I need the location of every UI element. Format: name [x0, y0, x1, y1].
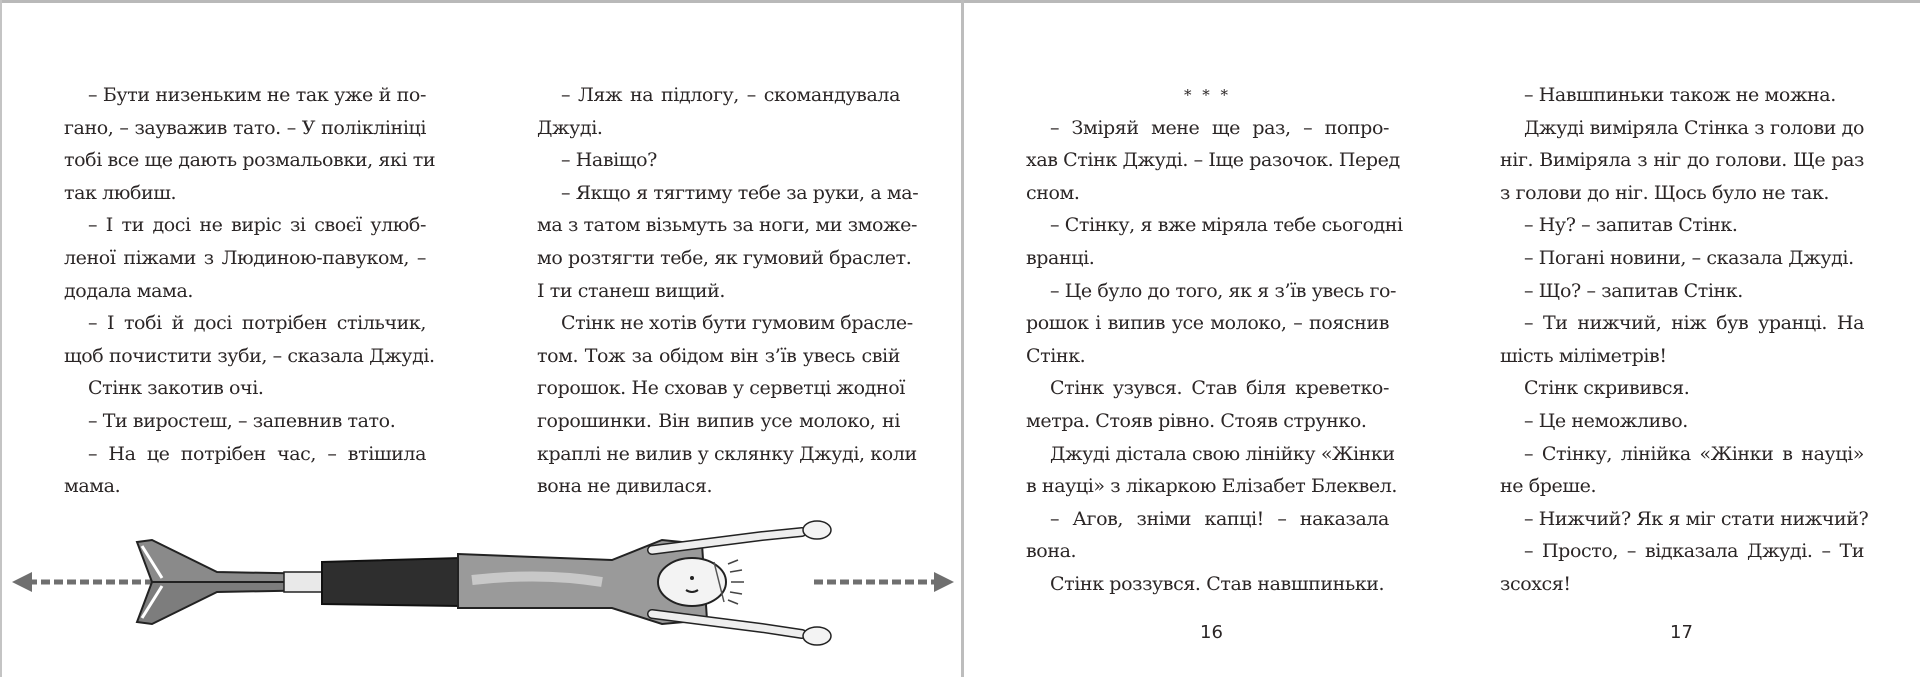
text-line: не бреше. — [1500, 475, 1597, 498]
text-line: з голови до ніг. Щось було не так. — [1500, 181, 1830, 204]
text-line: – Ляж на підлогу, – скомандувала — [561, 84, 900, 106]
text-line: – Просто, – відказала Джуді. – Ти — [1524, 540, 1864, 563]
page-number-17: 17 — [1670, 622, 1693, 643]
text-line: – На це потрібен час, – втішила — [88, 442, 426, 465]
text-line: так любиш. — [64, 181, 177, 204]
text-column-3 — [1026, 79, 1403, 601]
text-line: Стінк узувся. Став біля креветко- — [1050, 377, 1389, 400]
text-line: – І ти досі не виріс зі своєї улюб- — [88, 214, 426, 237]
text-line: мо розтягти тебе, як гумовий браслет. — [537, 246, 912, 269]
page-number-16: 16 — [1200, 622, 1223, 643]
text-line: горошинки. Він випив усе молоко, ні — [537, 409, 900, 432]
text-line: – Бути низеньким не так уже й по- — [88, 84, 426, 106]
text-line: краплі не вилив у склянку Джуді, коли — [537, 442, 917, 465]
text-line: вона не дивилася. — [537, 475, 713, 498]
column-3-lines — [1026, 112, 1403, 601]
text-line: вона. — [1026, 540, 1077, 563]
arrow-left-icon — [12, 572, 152, 592]
text-line: рошок і випив усе молоко, – пояснив — [1026, 312, 1389, 335]
text-line: – Це неможливо. — [1524, 409, 1688, 432]
text-line: хав Стінк Джуді. – Іще разочок. Перед — [1026, 149, 1400, 172]
text-line: – І тобі й досі потрібен стільчик, — [88, 312, 426, 335]
text-line: том. Тож за обідом він з’їв увесь свій — [537, 344, 900, 367]
text-column-1 — [64, 79, 436, 503]
text-line: – Нижчий? Як я міг стати нижчий? — [1524, 507, 1869, 530]
text-line: – Ти нижчий, ніж був уранці. На — [1524, 312, 1864, 335]
text-line: – Навшпиньки також не можна. — [1524, 84, 1836, 106]
text-line: Стінк скривився. — [1524, 377, 1690, 400]
text-line: гано, – зауважив тато. – У поліклініці — [64, 116, 426, 139]
text-line: – Ну? – запитав Стінк. — [1524, 214, 1738, 237]
text-line: в науці» з лікаркою Елізабет Блеквел. — [1026, 475, 1398, 498]
text-line: Стінк. — [1026, 344, 1086, 367]
text-line: – Це було до того, як я з’їв увесь го- — [1050, 279, 1397, 302]
text-line: І ти станеш вищий. — [537, 279, 726, 302]
text-line: мама. — [64, 475, 121, 498]
text-line: – Навіщо? — [561, 149, 657, 172]
text-line: зсохся! — [1500, 572, 1571, 595]
text-line: Стінк закотив очі. — [88, 377, 264, 400]
text-line: – Якщо я тягтиму тебе за руки, а ма- — [561, 181, 919, 204]
text-line: Джуді. — [537, 116, 603, 139]
hair — [728, 560, 744, 604]
text-line: – Зміряй мене ще раз, – попро- — [1050, 116, 1389, 139]
text-line: ніг. Виміряла з ніг до голови. Ще раз — [1500, 149, 1864, 172]
text-line: Джуді дістала свою лінійку «Жінки — [1050, 442, 1395, 465]
right-page — [964, 0, 1920, 677]
text-line: сном. — [1026, 181, 1080, 204]
text-line: додала мама. — [64, 279, 194, 302]
arrow-right-icon — [814, 572, 954, 592]
text-line: вранці. — [1026, 246, 1095, 269]
text-line: леної піжами з Людиною-павуком, – — [64, 246, 426, 269]
text-line: – Стінку, лінійка «Жінки в науці» — [1524, 442, 1864, 465]
text-line: щоб почистити зуби, – сказала Джуді. — [64, 344, 435, 367]
text-line: ма з татом візьмуть за ноги, ми зможе- — [537, 214, 918, 237]
text-line: метра. Стояв рівно. Стояв струнко. — [1026, 409, 1367, 432]
text-line: Стінк роззувся. Став навшпиньки. — [1050, 572, 1385, 595]
text-line: Стінк не хотів бути гумовим брасле- — [561, 312, 913, 335]
text-line: шість міліметрів! — [1500, 344, 1667, 367]
text-line: – Ти виростеш, – запевнив тато. — [88, 409, 396, 432]
section-break-stars: * * * — [1183, 86, 1232, 104]
text-line: Джуді виміряла Стінка з голови до — [1524, 116, 1864, 139]
text-line: – Що? – запитав Стінк. — [1524, 279, 1743, 302]
left-page — [2, 0, 961, 677]
text-line: – Агов, зніми капці! – наказала — [1050, 507, 1389, 530]
text-line: – Стінку, я вже міряла тебе сьогодні — [1050, 214, 1403, 237]
head — [658, 558, 726, 606]
pants — [322, 558, 460, 606]
text-column-2 — [537, 79, 919, 503]
text-column-4 — [1500, 79, 1869, 601]
text-line: горошок. Не сховав у серветці жодної — [537, 377, 905, 400]
text-line: тобі все ще дають розмальовки, які ти — [64, 149, 436, 172]
stink-stretched-illustration — [2, 520, 962, 650]
text-line: – Погані новини, – сказала Джуді. — [1524, 246, 1854, 269]
